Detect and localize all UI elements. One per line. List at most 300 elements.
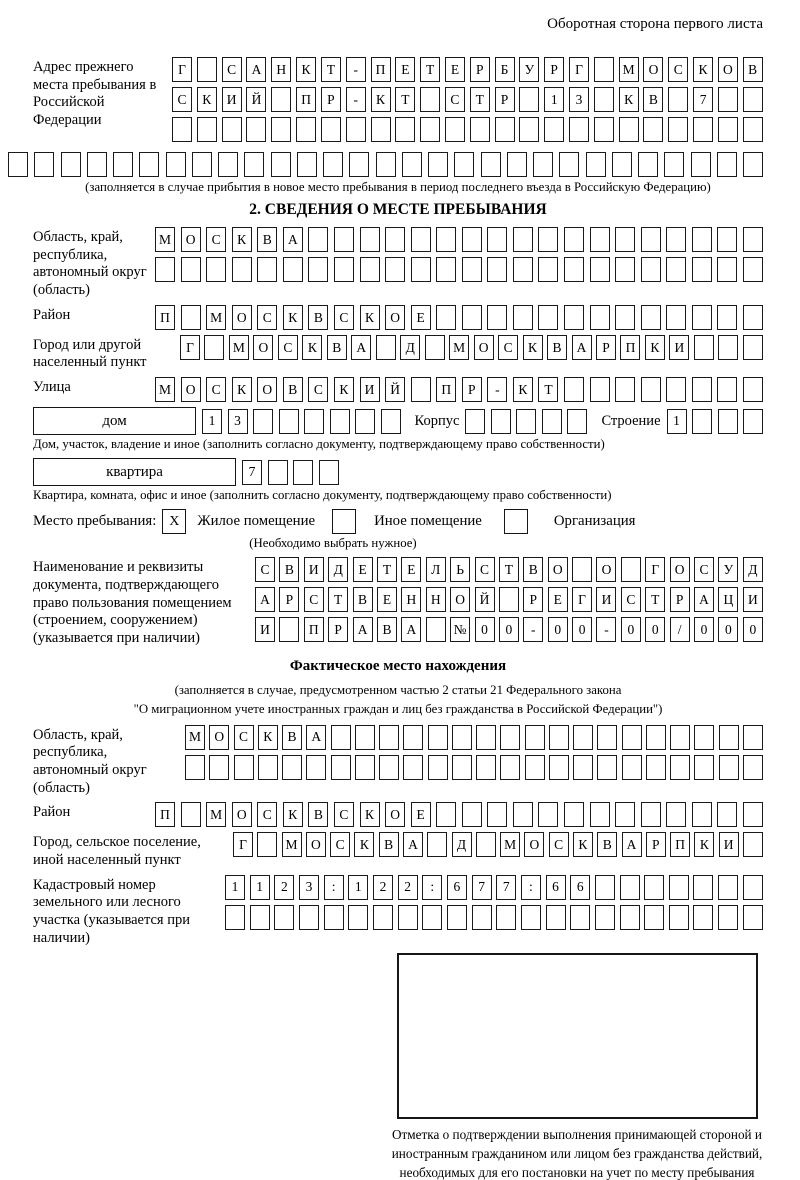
char-cell[interactable]: [8, 152, 28, 177]
char-cell[interactable]: [476, 755, 496, 780]
char-cell[interactable]: [668, 117, 688, 142]
char-cell[interactable]: [743, 875, 763, 900]
char-cell[interactable]: [34, 152, 54, 177]
stay-option-checkbox-other[interactable]: [332, 509, 356, 534]
char-cell[interactable]: [533, 152, 553, 177]
char-cell[interactable]: [113, 152, 133, 177]
char-cell[interactable]: [379, 725, 399, 750]
char-cell[interactable]: [334, 257, 354, 282]
char-cell[interactable]: В: [547, 335, 567, 360]
char-cell[interactable]: [666, 377, 686, 402]
char-cell[interactable]: [197, 117, 217, 142]
char-cell[interactable]: [324, 905, 344, 930]
char-cell[interactable]: [538, 802, 558, 827]
char-cell[interactable]: [719, 725, 739, 750]
char-cell[interactable]: К: [513, 377, 533, 402]
char-cell[interactable]: В: [308, 305, 328, 330]
char-cell[interactable]: [355, 409, 375, 434]
char-cell[interactable]: [334, 227, 354, 252]
char-cell[interactable]: [564, 257, 584, 282]
char-cell[interactable]: 6: [447, 875, 467, 900]
char-cell[interactable]: [87, 152, 107, 177]
char-cell[interactable]: Р: [328, 617, 348, 642]
char-cell[interactable]: Л: [426, 557, 446, 582]
char-cell[interactable]: О: [670, 557, 690, 582]
char-cell[interactable]: [428, 152, 448, 177]
char-cell[interactable]: [376, 152, 396, 177]
char-cell[interactable]: О: [253, 335, 273, 360]
char-cell[interactable]: [279, 617, 299, 642]
char-cell[interactable]: [538, 305, 558, 330]
char-cell[interactable]: К: [334, 377, 354, 402]
char-cell[interactable]: В: [283, 377, 303, 402]
char-cell[interactable]: [271, 152, 291, 177]
char-cell[interactable]: [61, 152, 81, 177]
char-cell[interactable]: С: [172, 87, 192, 112]
char-cell[interactable]: С: [304, 587, 324, 612]
char-cell[interactable]: [743, 117, 763, 142]
char-cell[interactable]: [476, 832, 496, 857]
char-cell[interactable]: -: [487, 377, 507, 402]
char-cell[interactable]: [500, 725, 520, 750]
char-cell[interactable]: [692, 305, 712, 330]
char-cell[interactable]: [411, 377, 431, 402]
char-cell[interactable]: Н: [426, 587, 446, 612]
char-cell[interactable]: [666, 227, 686, 252]
char-cell[interactable]: А: [572, 335, 592, 360]
char-cell[interactable]: [549, 725, 569, 750]
char-cell[interactable]: 7: [496, 875, 516, 900]
char-cell[interactable]: П: [371, 57, 391, 82]
char-cell[interactable]: [664, 152, 684, 177]
char-cell[interactable]: Е: [401, 557, 421, 582]
char-cell[interactable]: [204, 335, 224, 360]
char-cell[interactable]: -: [523, 617, 543, 642]
char-cell[interactable]: [257, 832, 277, 857]
char-cell[interactable]: [402, 152, 422, 177]
char-cell[interactable]: Р: [523, 587, 543, 612]
char-cell[interactable]: К: [371, 87, 391, 112]
char-cell[interactable]: К: [573, 832, 593, 857]
char-cell[interactable]: [717, 257, 737, 282]
char-cell[interactable]: [743, 832, 763, 857]
char-cell[interactable]: 1: [544, 87, 564, 112]
char-cell[interactable]: 1: [202, 409, 222, 434]
char-cell[interactable]: [622, 755, 642, 780]
char-cell[interactable]: [595, 875, 615, 900]
char-cell[interactable]: [743, 725, 763, 750]
char-cell[interactable]: [693, 875, 713, 900]
char-cell[interactable]: К: [360, 802, 380, 827]
char-cell[interactable]: -: [346, 87, 366, 112]
char-cell[interactable]: [718, 875, 738, 900]
char-cell[interactable]: А: [694, 587, 714, 612]
char-cell[interactable]: 0: [499, 617, 519, 642]
char-cell[interactable]: [666, 257, 686, 282]
char-cell[interactable]: [615, 227, 635, 252]
char-cell[interactable]: [615, 305, 635, 330]
char-cell[interactable]: С: [330, 832, 350, 857]
char-cell[interactable]: 0: [694, 617, 714, 642]
char-cell[interactable]: О: [718, 57, 738, 82]
char-cell[interactable]: Р: [544, 57, 564, 82]
char-cell[interactable]: [181, 802, 201, 827]
char-cell[interactable]: [692, 257, 712, 282]
char-cell[interactable]: [319, 460, 339, 485]
char-cell[interactable]: Т: [328, 587, 348, 612]
char-cell[interactable]: [166, 152, 186, 177]
char-cell[interactable]: С: [334, 305, 354, 330]
char-cell[interactable]: [641, 377, 661, 402]
char-cell[interactable]: [513, 305, 533, 330]
char-cell[interactable]: К: [693, 57, 713, 82]
char-cell[interactable]: [559, 152, 579, 177]
stay-option-checkbox-organization[interactable]: [504, 509, 528, 534]
char-cell[interactable]: [590, 305, 610, 330]
char-cell[interactable]: 0: [645, 617, 665, 642]
char-cell[interactable]: [297, 152, 317, 177]
char-cell[interactable]: [615, 257, 635, 282]
char-cell[interactable]: Ц: [718, 587, 738, 612]
char-cell[interactable]: М: [185, 725, 205, 750]
char-cell[interactable]: [718, 905, 738, 930]
char-cell[interactable]: [564, 305, 584, 330]
char-cell[interactable]: С: [445, 87, 465, 112]
char-cell[interactable]: Б: [495, 57, 515, 82]
char-cell[interactable]: [666, 802, 686, 827]
char-cell[interactable]: [594, 117, 614, 142]
char-cell[interactable]: В: [523, 557, 543, 582]
char-cell[interactable]: [718, 335, 738, 360]
char-cell[interactable]: П: [620, 335, 640, 360]
char-cell[interactable]: [646, 755, 666, 780]
char-cell[interactable]: А: [403, 832, 423, 857]
char-cell[interactable]: [385, 257, 405, 282]
char-cell[interactable]: [306, 755, 326, 780]
char-cell[interactable]: 0: [572, 617, 592, 642]
char-cell[interactable]: [743, 802, 763, 827]
char-cell[interactable]: [692, 409, 712, 434]
char-cell[interactable]: К: [619, 87, 639, 112]
char-cell[interactable]: В: [282, 725, 302, 750]
char-cell[interactable]: С: [255, 557, 275, 582]
char-cell[interactable]: [246, 117, 266, 142]
char-cell[interactable]: 1: [225, 875, 245, 900]
char-cell[interactable]: [371, 117, 391, 142]
char-cell[interactable]: [299, 905, 319, 930]
char-cell[interactable]: С: [278, 335, 298, 360]
char-cell[interactable]: [743, 335, 763, 360]
char-cell[interactable]: Й: [385, 377, 405, 402]
char-cell[interactable]: М: [229, 335, 249, 360]
char-cell[interactable]: [641, 802, 661, 827]
char-cell[interactable]: [496, 905, 516, 930]
char-cell[interactable]: П: [436, 377, 456, 402]
char-cell[interactable]: О: [232, 802, 252, 827]
char-cell[interactable]: [590, 257, 610, 282]
char-cell[interactable]: :: [324, 875, 344, 900]
char-cell[interactable]: А: [353, 617, 373, 642]
char-cell[interactable]: Й: [246, 87, 266, 112]
char-cell[interactable]: О: [643, 57, 663, 82]
char-cell[interactable]: О: [257, 377, 277, 402]
char-cell[interactable]: О: [209, 725, 229, 750]
char-cell[interactable]: [666, 305, 686, 330]
char-cell[interactable]: :: [521, 875, 541, 900]
char-cell[interactable]: [694, 755, 714, 780]
char-cell[interactable]: [573, 725, 593, 750]
char-cell[interactable]: Р: [321, 87, 341, 112]
char-cell[interactable]: М: [206, 802, 226, 827]
char-cell[interactable]: [321, 117, 341, 142]
char-cell[interactable]: [411, 227, 431, 252]
char-cell[interactable]: В: [308, 802, 328, 827]
char-cell[interactable]: [349, 152, 369, 177]
char-cell[interactable]: [470, 117, 490, 142]
char-cell[interactable]: К: [694, 832, 714, 857]
char-cell[interactable]: [641, 227, 661, 252]
char-cell[interactable]: П: [670, 832, 690, 857]
char-cell[interactable]: С: [694, 557, 714, 582]
char-cell[interactable]: М: [449, 335, 469, 360]
char-cell[interactable]: К: [232, 377, 252, 402]
char-cell[interactable]: С: [668, 57, 688, 82]
char-cell[interactable]: [646, 725, 666, 750]
char-cell[interactable]: [615, 377, 635, 402]
char-cell[interactable]: В: [279, 557, 299, 582]
char-cell[interactable]: Е: [548, 587, 568, 612]
char-cell[interactable]: [487, 305, 507, 330]
char-cell[interactable]: 6: [570, 875, 590, 900]
char-cell[interactable]: Г: [180, 335, 200, 360]
char-cell[interactable]: [425, 335, 445, 360]
char-cell[interactable]: [403, 755, 423, 780]
char-cell[interactable]: [491, 409, 511, 434]
char-cell[interactable]: [445, 117, 465, 142]
char-cell[interactable]: [569, 117, 589, 142]
char-cell[interactable]: Д: [452, 832, 472, 857]
char-cell[interactable]: О: [306, 832, 326, 857]
char-cell[interactable]: М: [619, 57, 639, 82]
char-cell[interactable]: [519, 117, 539, 142]
char-cell[interactable]: 3: [228, 409, 248, 434]
char-cell[interactable]: [296, 117, 316, 142]
char-cell[interactable]: -: [596, 617, 616, 642]
char-cell[interactable]: [644, 875, 664, 900]
char-cell[interactable]: [594, 87, 614, 112]
char-cell[interactable]: 6: [546, 875, 566, 900]
char-cell[interactable]: С: [549, 832, 569, 857]
char-cell[interactable]: И: [360, 377, 380, 402]
stay-option-checkbox-residential[interactable]: X: [162, 509, 186, 534]
char-cell[interactable]: [564, 227, 584, 252]
char-cell[interactable]: [487, 802, 507, 827]
char-cell[interactable]: [691, 152, 711, 177]
char-cell[interactable]: [422, 905, 442, 930]
char-cell[interactable]: [209, 755, 229, 780]
char-cell[interactable]: [271, 87, 291, 112]
char-cell[interactable]: [621, 557, 641, 582]
char-cell[interactable]: [436, 257, 456, 282]
char-cell[interactable]: Р: [462, 377, 482, 402]
char-cell[interactable]: [308, 227, 328, 252]
char-cell[interactable]: [495, 117, 515, 142]
char-cell[interactable]: [181, 257, 201, 282]
char-cell[interactable]: П: [155, 305, 175, 330]
char-cell[interactable]: [348, 905, 368, 930]
char-cell[interactable]: [192, 152, 212, 177]
char-cell[interactable]: Р: [279, 587, 299, 612]
char-cell[interactable]: [346, 117, 366, 142]
char-cell[interactable]: С: [222, 57, 242, 82]
char-cell[interactable]: [743, 227, 763, 252]
char-cell[interactable]: О: [181, 227, 201, 252]
char-cell[interactable]: 1: [667, 409, 687, 434]
char-cell[interactable]: [538, 227, 558, 252]
char-cell[interactable]: Е: [353, 557, 373, 582]
char-cell[interactable]: [500, 755, 520, 780]
char-cell[interactable]: [538, 257, 558, 282]
char-cell[interactable]: [308, 257, 328, 282]
char-cell[interactable]: [426, 617, 446, 642]
char-cell[interactable]: [670, 725, 690, 750]
char-cell[interactable]: О: [524, 832, 544, 857]
char-cell[interactable]: [692, 377, 712, 402]
char-cell[interactable]: [590, 802, 610, 827]
char-cell[interactable]: [250, 905, 270, 930]
char-cell[interactable]: [542, 409, 562, 434]
char-cell[interactable]: [427, 832, 447, 857]
char-cell[interactable]: [693, 905, 713, 930]
char-cell[interactable]: А: [255, 587, 275, 612]
char-cell[interactable]: [206, 257, 226, 282]
char-cell[interactable]: -: [346, 57, 366, 82]
char-cell[interactable]: С: [498, 335, 518, 360]
char-cell[interactable]: К: [258, 725, 278, 750]
char-cell[interactable]: В: [379, 832, 399, 857]
char-cell[interactable]: [411, 257, 431, 282]
char-cell[interactable]: [197, 57, 217, 82]
char-cell[interactable]: [279, 409, 299, 434]
char-cell[interactable]: 7: [472, 875, 492, 900]
char-cell[interactable]: М: [155, 377, 175, 402]
char-cell[interactable]: [717, 305, 737, 330]
char-cell[interactable]: К: [283, 305, 303, 330]
char-cell[interactable]: И: [719, 832, 739, 857]
char-cell[interactable]: К: [283, 802, 303, 827]
char-cell[interactable]: [155, 257, 175, 282]
char-cell[interactable]: [331, 755, 351, 780]
char-cell[interactable]: [638, 152, 658, 177]
char-cell[interactable]: [487, 227, 507, 252]
char-cell[interactable]: К: [197, 87, 217, 112]
char-cell[interactable]: Р: [670, 587, 690, 612]
char-cell[interactable]: [620, 905, 640, 930]
char-cell[interactable]: [452, 725, 472, 750]
char-cell[interactable]: У: [718, 557, 738, 582]
char-cell[interactable]: [525, 725, 545, 750]
char-cell[interactable]: И: [222, 87, 242, 112]
char-cell[interactable]: [549, 755, 569, 780]
char-cell[interactable]: И: [304, 557, 324, 582]
char-cell[interactable]: 7: [693, 87, 713, 112]
char-cell[interactable]: [355, 725, 375, 750]
char-cell[interactable]: [232, 257, 252, 282]
char-cell[interactable]: О: [385, 802, 405, 827]
char-cell[interactable]: 0: [743, 617, 763, 642]
char-cell[interactable]: Е: [411, 802, 431, 827]
char-cell[interactable]: [668, 87, 688, 112]
char-cell[interactable]: [462, 227, 482, 252]
char-cell[interactable]: 0: [718, 617, 738, 642]
char-cell[interactable]: [641, 257, 661, 282]
char-cell[interactable]: [567, 409, 587, 434]
char-cell[interactable]: М: [206, 305, 226, 330]
char-cell[interactable]: [564, 802, 584, 827]
char-cell[interactable]: Е: [411, 305, 431, 330]
char-cell[interactable]: [398, 905, 418, 930]
char-cell[interactable]: [462, 305, 482, 330]
char-cell[interactable]: Т: [499, 557, 519, 582]
char-cell[interactable]: :: [422, 875, 442, 900]
char-cell[interactable]: [462, 257, 482, 282]
char-cell[interactable]: 1: [348, 875, 368, 900]
char-cell[interactable]: [743, 377, 763, 402]
char-cell[interactable]: [743, 755, 763, 780]
char-cell[interactable]: К: [360, 305, 380, 330]
char-cell[interactable]: Р: [596, 335, 616, 360]
char-cell[interactable]: [743, 257, 763, 282]
char-cell[interactable]: [360, 257, 380, 282]
char-cell[interactable]: [525, 755, 545, 780]
char-cell[interactable]: [293, 460, 313, 485]
char-cell[interactable]: Ь: [450, 557, 470, 582]
char-cell[interactable]: [717, 152, 737, 177]
char-cell[interactable]: [454, 152, 474, 177]
char-cell[interactable]: [376, 335, 396, 360]
char-cell[interactable]: Т: [645, 587, 665, 612]
char-cell[interactable]: О: [450, 587, 470, 612]
char-cell[interactable]: В: [597, 832, 617, 857]
char-cell[interactable]: В: [643, 87, 663, 112]
char-cell[interactable]: [271, 117, 291, 142]
char-cell[interactable]: [513, 802, 533, 827]
char-cell[interactable]: [743, 152, 763, 177]
char-cell[interactable]: [436, 227, 456, 252]
char-cell[interactable]: [521, 905, 541, 930]
char-cell[interactable]: [573, 755, 593, 780]
char-cell[interactable]: [513, 257, 533, 282]
char-cell[interactable]: [447, 905, 467, 930]
char-cell[interactable]: Г: [233, 832, 253, 857]
char-cell[interactable]: И: [255, 617, 275, 642]
char-cell[interactable]: [428, 725, 448, 750]
char-cell[interactable]: [222, 117, 242, 142]
char-cell[interactable]: [331, 725, 351, 750]
char-cell[interactable]: М: [500, 832, 520, 857]
char-cell[interactable]: [330, 409, 350, 434]
char-cell[interactable]: [513, 227, 533, 252]
char-cell[interactable]: С: [308, 377, 328, 402]
char-cell[interactable]: [692, 227, 712, 252]
char-cell[interactable]: В: [353, 587, 373, 612]
char-cell[interactable]: О: [548, 557, 568, 582]
char-cell[interactable]: [718, 87, 738, 112]
char-cell[interactable]: К: [645, 335, 665, 360]
char-cell[interactable]: 1: [250, 875, 270, 900]
char-cell[interactable]: П: [296, 87, 316, 112]
char-cell[interactable]: [519, 87, 539, 112]
